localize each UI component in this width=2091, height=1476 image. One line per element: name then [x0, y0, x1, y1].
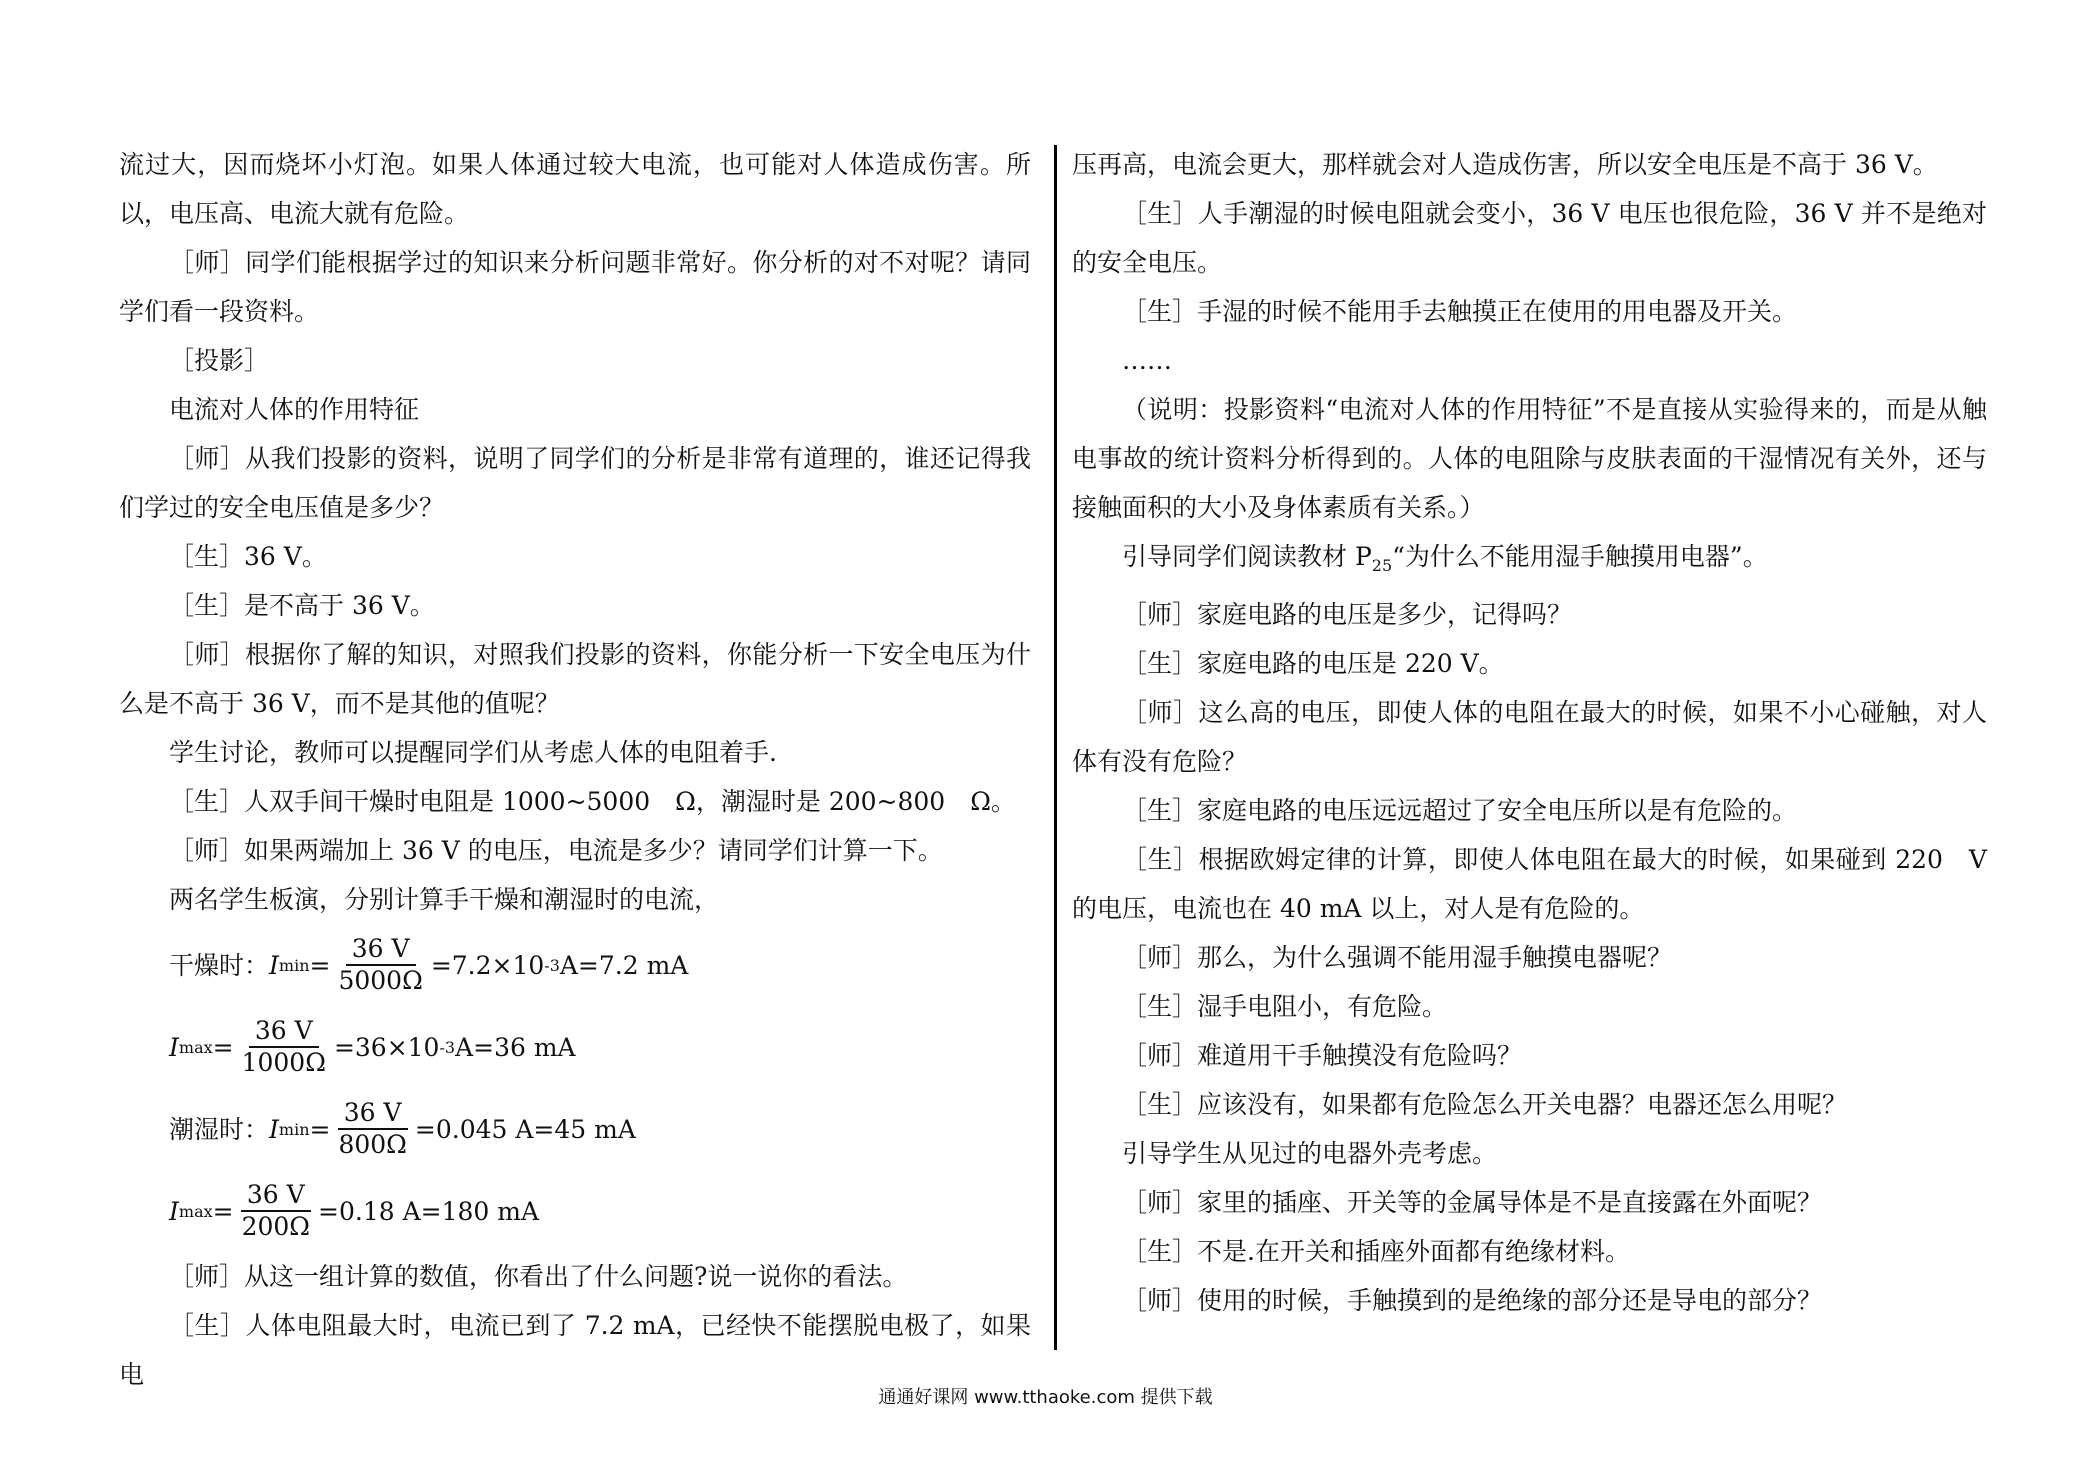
- paragraph: ［生］不是.在开关和插座外面都有绝缘材料。: [1122, 1237, 1630, 1266]
- formula-prefix: 干燥时：: [169, 950, 270, 980]
- paragraph: 学生讨论，教师可以提醒同学们从考虑人体的电阻着手.: [169, 738, 777, 767]
- formula-variable: I: [169, 1196, 179, 1226]
- formula-wet-max: I max = $\frac{36 V}{200\Omega}$ =0.18 A=180 mA: [169, 1180, 540, 1241]
- fraction-denominator: 1000Ω: [241, 1048, 326, 1077]
- paragraph: ［生］36 V。: [169, 542, 327, 571]
- formula-subscript: max: [178, 1201, 213, 1221]
- left-column: [119, 140, 1031, 1399]
- formula-variable: I: [269, 1114, 279, 1144]
- paragraph: ［师］根据你了解的知识，对照我们投影的资料，你能分析一下安全电压为什么是不高于 36 V，而不是其他的值呢？: [119, 640, 1031, 718]
- paragraph: ［师］从我们投影的资料，说明了同学们的分析是非常有道理的，谁还记得我们学过的安全电压值是多少？: [119, 444, 1031, 522]
- fraction: [236, 1016, 332, 1078]
- formula-result: =7.2×10: [430, 950, 545, 980]
- paragraph: ［师］从这一组计算的数值，你看出了什么问题?说一说你的看法。: [169, 1262, 908, 1291]
- formula-subscript: min: [278, 1119, 310, 1139]
- paragraph: ［生］人双手间干燥时电阻是 1000~5000 Ω，潮湿时是 200~800 Ω。: [169, 787, 1016, 816]
- paragraph: ［师］难道用干手触摸没有危险吗？: [1122, 1041, 1523, 1070]
- fraction: [236, 1180, 316, 1242]
- paragraph: ［师］家庭电路的电压是多少，记得吗？: [1122, 600, 1573, 629]
- paragraph: ［生］是不高于 36 V。: [169, 591, 435, 620]
- paragraph: ［生］家庭电路的电压远远超过了安全电压所以是有危险的。: [1122, 796, 1798, 825]
- formula-subscript: max: [178, 1037, 213, 1057]
- fraction-denominator: 5000Ω: [338, 966, 423, 995]
- paragraph: ［生］应该没有，如果都有危险怎么开关电器？电器还怎么用呢？: [1122, 1090, 1848, 1119]
- paragraph: 压再高，电流会更大，那样就会对人造成伤害，所以安全电压是不高于 36 V。: [1072, 150, 1938, 179]
- fraction: [332, 1098, 412, 1160]
- paragraph: ［生］湿手电阻小，有危险。: [1122, 992, 1448, 1021]
- paragraph: ［师］那么，为什么强调不能用湿手触摸电器呢？: [1122, 943, 1673, 972]
- formula-result: =36×10: [333, 1032, 440, 1062]
- column-divider: [1054, 145, 1057, 1350]
- formula-variable: I: [269, 950, 279, 980]
- fraction-denominator: 800Ω: [338, 1130, 407, 1159]
- paragraph-text: 引导同学们阅读教材 P: [1122, 542, 1372, 571]
- formula-variable: I: [169, 1032, 179, 1062]
- paragraph: ［师］同学们能根据学过的知识来分析问题非常好。你分析的对不对呢？请同学们看一段资料。: [119, 248, 1031, 326]
- formula-prefix: 潮湿时：: [169, 1114, 270, 1144]
- formula-result: =0.045 A=45 mA: [414, 1114, 636, 1144]
- paragraph: ［生］人体电阻最大时，电流已到了 7.2 mA，已经快不能摆脱电极了，如果电: [119, 1311, 1031, 1389]
- formula-exponent: -3: [439, 1037, 456, 1057]
- fraction-numerator: 36 V: [338, 1098, 408, 1130]
- paragraph: 电流对人体的作用特征: [169, 395, 420, 424]
- paragraph-text: “为什么不能用湿手触摸用电器”。: [1392, 542, 1768, 571]
- right-column: [1072, 140, 1987, 1325]
- fraction-numerator: 36 V: [346, 934, 416, 966]
- paragraph: ［师］使用的时候，手触摸到的是绝缘的部分还是导电的部分？: [1122, 1286, 1823, 1315]
- formula-result-tail: A=36 mA: [455, 1032, 576, 1062]
- paragraph: ［生］人手潮湿的时候电阻就会变小，36 V 电压也很危险，36 V 并不是绝对的安全电压。: [1072, 199, 1987, 277]
- paragraph: ［生］根据欧姆定律的计算，即使人体电阻在最大的时候，如果碰到 220 V 的电压，电流也在 40 mA 以上，对人是有危险的。: [1072, 845, 1987, 923]
- paragraph: ［生］手湿的时候不能用手去触摸正在使用的用电器及开关。: [1122, 297, 1798, 326]
- paragraph: ［生］家庭电路的电压是 220 V。: [1122, 649, 1504, 678]
- formula-wet-min: 潮湿时： I min = $\frac{36 V}{800\Omega}$ =0.045 A=45 mA: [169, 1098, 636, 1159]
- page-footer: 通通好课网 www.tthaoke.com 提供下载: [878, 1387, 1213, 1408]
- paragraph: ［师］这么高的电压，即使人体的电阻在最大的时候，如果不小心碰触，对人体有没有危险？: [1072, 698, 1987, 776]
- page-subscript: 25: [1371, 556, 1393, 575]
- paragraph: 流过大，因而烧坏小灯泡。如果人体通过较大电流，也可能对人体造成伤害。所以，电压高、电流大就有危险。: [119, 150, 1031, 228]
- paragraph: 两名学生板演，分别计算手干燥和潮湿时的电流，: [169, 885, 720, 914]
- formula-exponent: -3: [544, 955, 560, 975]
- formula-subscript: min: [278, 955, 310, 975]
- paragraph: 引导学生从见过的电器外壳考虑。: [1122, 1139, 1498, 1168]
- paragraph: ［师］如果两端加上 36 V 的电压，电流是多少？请同学们计算一下。: [169, 836, 943, 865]
- formula-result-tail: A=7.2 mA: [559, 950, 689, 980]
- paragraph: ［师］家里的插座、开关等的金属导体是不是直接露在外面呢？: [1122, 1188, 1823, 1217]
- paragraph: ［投影］: [169, 346, 270, 375]
- fraction-denominator: 200Ω: [241, 1212, 311, 1241]
- fraction-numerator: 36 V: [241, 1180, 311, 1212]
- formula-dry-min: 干燥时： I min = $\frac{36 V}{5000\Omega}$ =7.2×10 -3 A=7.2 mA: [169, 934, 689, 995]
- formula-result: =0.18 A=180 mA: [318, 1196, 540, 1226]
- formula-dry-max: I max = $\frac{36 V}{1000\Omega}$ =36×10 -3 A=36 mA: [169, 1016, 576, 1077]
- paragraph: [1072, 532, 1987, 590]
- fraction-numerator: 36 V: [249, 1016, 319, 1048]
- paragraph: ……: [1122, 346, 1172, 375]
- paragraph: （说明：投影资料“电流对人体的作用特征”不是直接从实验得来的，而是从触电事故的统计资料分析得到的。人体的电阻除与皮肤表面的干湿情况有关外，还与接触面积的大小及身体素质有关系。）: [1072, 395, 1987, 522]
- fraction: [332, 934, 428, 996]
